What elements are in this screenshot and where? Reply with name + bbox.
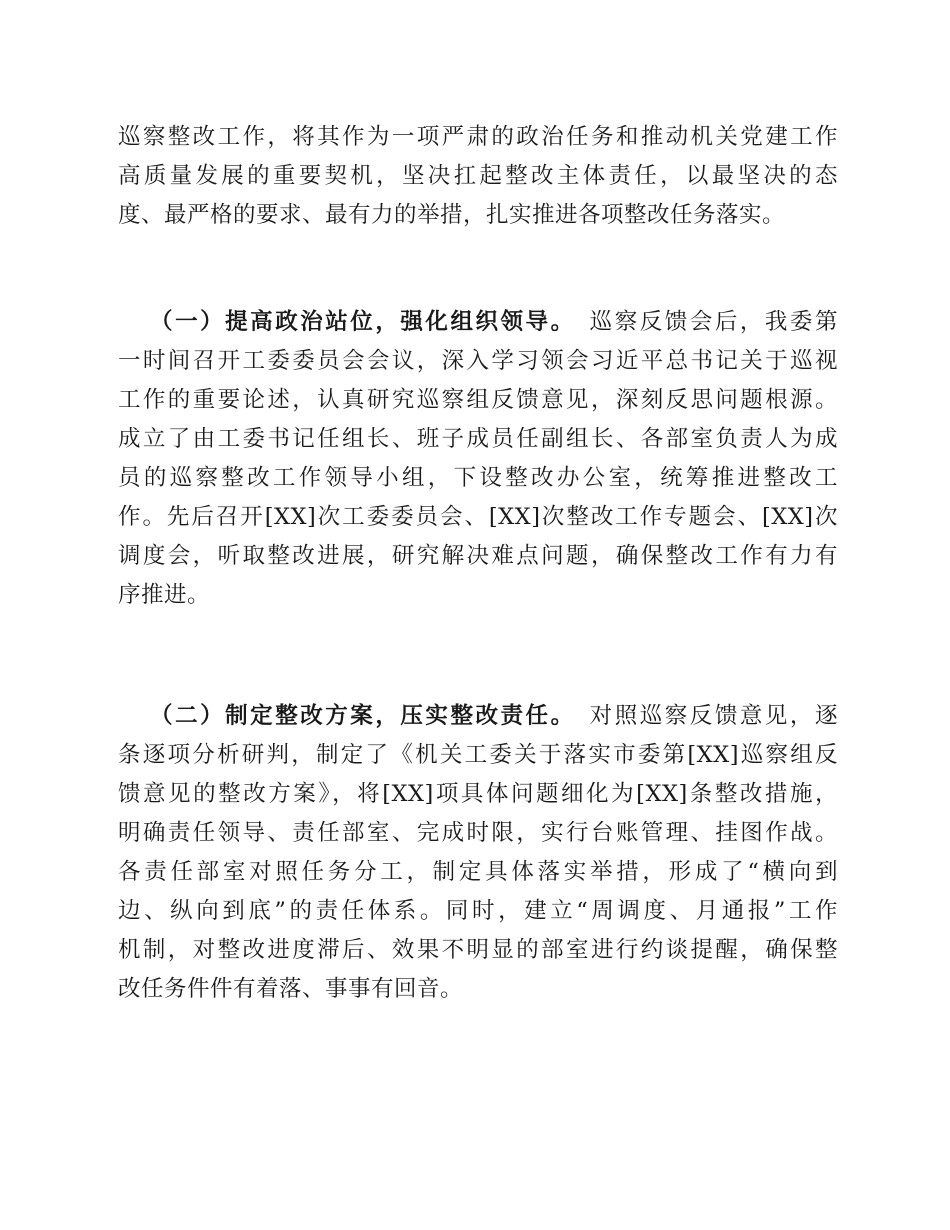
paragraph-section-1 [118,303,838,615]
paragraph-line: 边、纵向到底”的责任体系。同时，建立“周调度、月通报”工作 [118,898,838,924]
paragraph-line: 馈意见的整改方案》，将[XX]项具体问题细化为[XX]条整改措施， [118,781,838,807]
paragraph-line: 度、最严格的要求、最有力的举措，扎实推进各项整改任务落实。 [118,202,786,228]
paragraph-first-line [118,303,838,342]
paragraph-line: 序推进。 [118,582,211,608]
paragraph-text: 对照巡察反馈意见，逐 [587,703,838,729]
paragraph-line: 成立了由工委书记任组长、班子成员任副组长、各部室负责人为成 [118,426,838,452]
section-heading: （一）提高政治站位，强化组织领导。 [148,309,576,335]
paragraph-line: 工作的重要论述，认真研究巡察组反馈意见，深刻反思问题根源。 [118,387,838,413]
paragraph-line: 各责任部室对照任务分工，制定具体落实举措，形成了“横向到 [118,859,838,885]
section-heading: （二）制定整改方案，压实整改责任。 [148,703,576,729]
paragraph-line: 改任务件件有着落、事事有回音。 [118,976,464,1002]
paragraph-line: 员的巡察整改工作领导小组，下设整改办公室，统筹推进整改工 [118,465,838,491]
paragraph-text: 巡察反馈会后，我委第 [587,309,838,335]
paragraph-section-2 [118,697,838,1009]
paragraph-line: 一时间召开工委委员会会议，深入学习领会习近平总书记关于巡视 [118,348,838,374]
paragraph-line: 巡察整改工作，将其作为一项严肃的政治任务和推动机关党建工作 [118,124,838,150]
paragraph-line: 作。先后召开[XX]次工委委员会、[XX]次整改工作专题会、[XX]次 [118,504,838,530]
paragraph-line: 调度会，听取整改进展，研究解决难点问题，确保整改工作有力有 [118,543,838,569]
paragraph-line: 机制，对整改进度滞后、效果不明显的部室进行约谈提醒，确保整 [118,937,838,963]
paragraph-line: 高质量发展的重要契机，坚决扛起整改主体责任，以最坚决的态 [118,163,838,189]
paragraph-line: 条逐项分析研判，制定了《机关工委关于落实市委第[XX]巡察组反 [118,742,838,768]
paragraph-intro [118,118,838,235]
paragraph-line: 明确责任领导、责任部室、完成时限，实行台账管理、挂图作战。 [118,820,838,846]
paragraph-first-line [118,697,838,736]
